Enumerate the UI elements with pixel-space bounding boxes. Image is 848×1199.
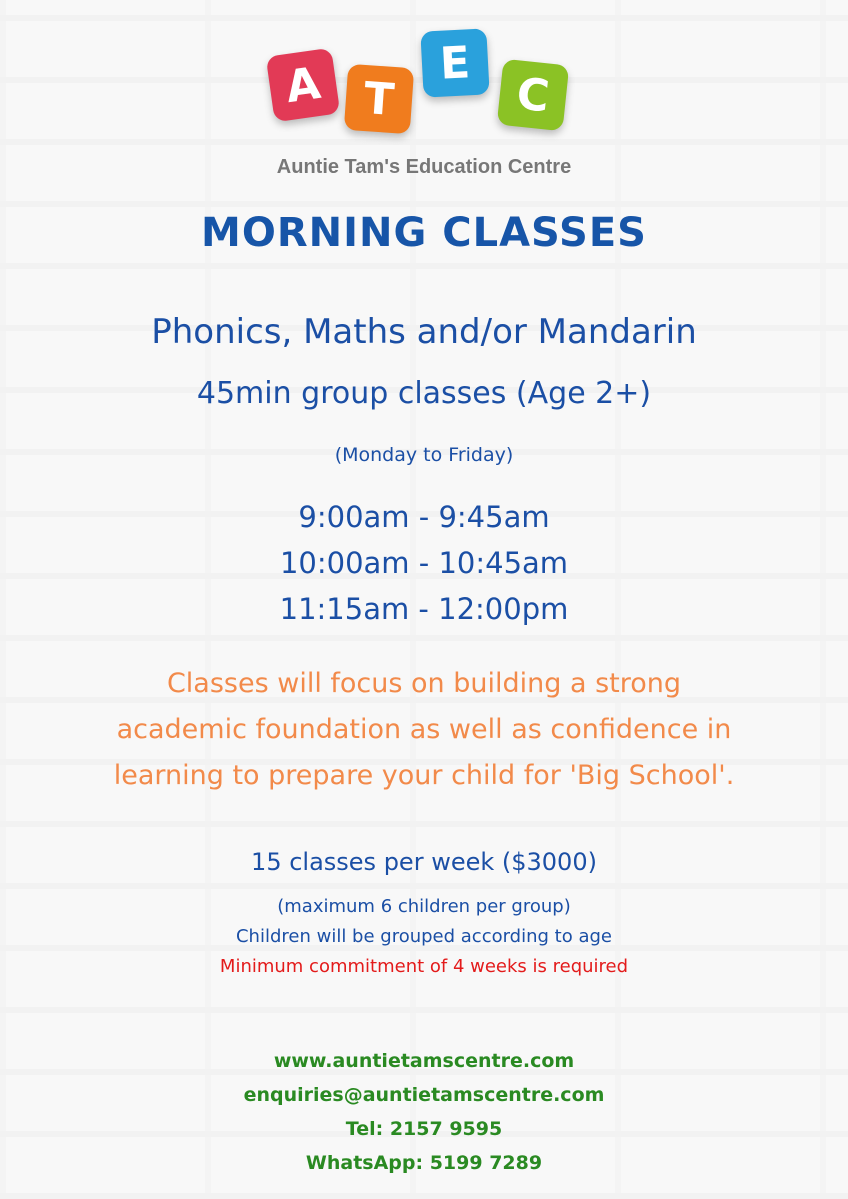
- focus-text-line: Classes will focus on building a strong: [166, 668, 682, 699]
- time-slot: 10:00am - 10:45am: [279, 546, 569, 580]
- telephone-number[interactable]: Tel: 2157 9595: [345, 1118, 503, 1140]
- centre-name: Auntie Tam's Education Centre: [276, 156, 572, 178]
- max-children-line: (maximum 6 children per group): [277, 896, 571, 917]
- atec-logo: [266, 22, 586, 142]
- logo-tile-e: E: [420, 28, 489, 97]
- time-slot: 11:15am - 12:00pm: [279, 592, 569, 626]
- subjects-line: Phonics, Maths and/or Mandarin: [151, 312, 697, 352]
- page-title: MORNING CLASSES: [201, 210, 647, 256]
- days-line: (Monday to Friday): [334, 444, 514, 466]
- focus-text-line: academic foundation as well as confidence in: [116, 714, 732, 745]
- logo-tile-a: A: [266, 48, 341, 123]
- logo-tile-c: C: [497, 59, 570, 132]
- time-slot: 9:00am - 9:45am: [298, 500, 550, 534]
- group-classes-line: 45min group classes (Age 2+): [196, 376, 652, 411]
- whatsapp-number[interactable]: WhatsApp: 5199 7289: [305, 1152, 543, 1174]
- website-link[interactable]: www.auntietamscentre.com: [273, 1050, 575, 1072]
- logo-tile-t: T: [344, 64, 414, 134]
- minimum-commitment-line: Minimum commitment of 4 weeks is required: [219, 956, 629, 977]
- grouping-line: Children will be grouped according to age: [235, 926, 612, 947]
- price-line: 15 classes per week ($3000): [251, 848, 597, 876]
- email-link[interactable]: enquiries@auntietamscentre.com: [243, 1084, 605, 1106]
- focus-text-line: learning to prepare your child for 'Big School'.: [113, 760, 735, 791]
